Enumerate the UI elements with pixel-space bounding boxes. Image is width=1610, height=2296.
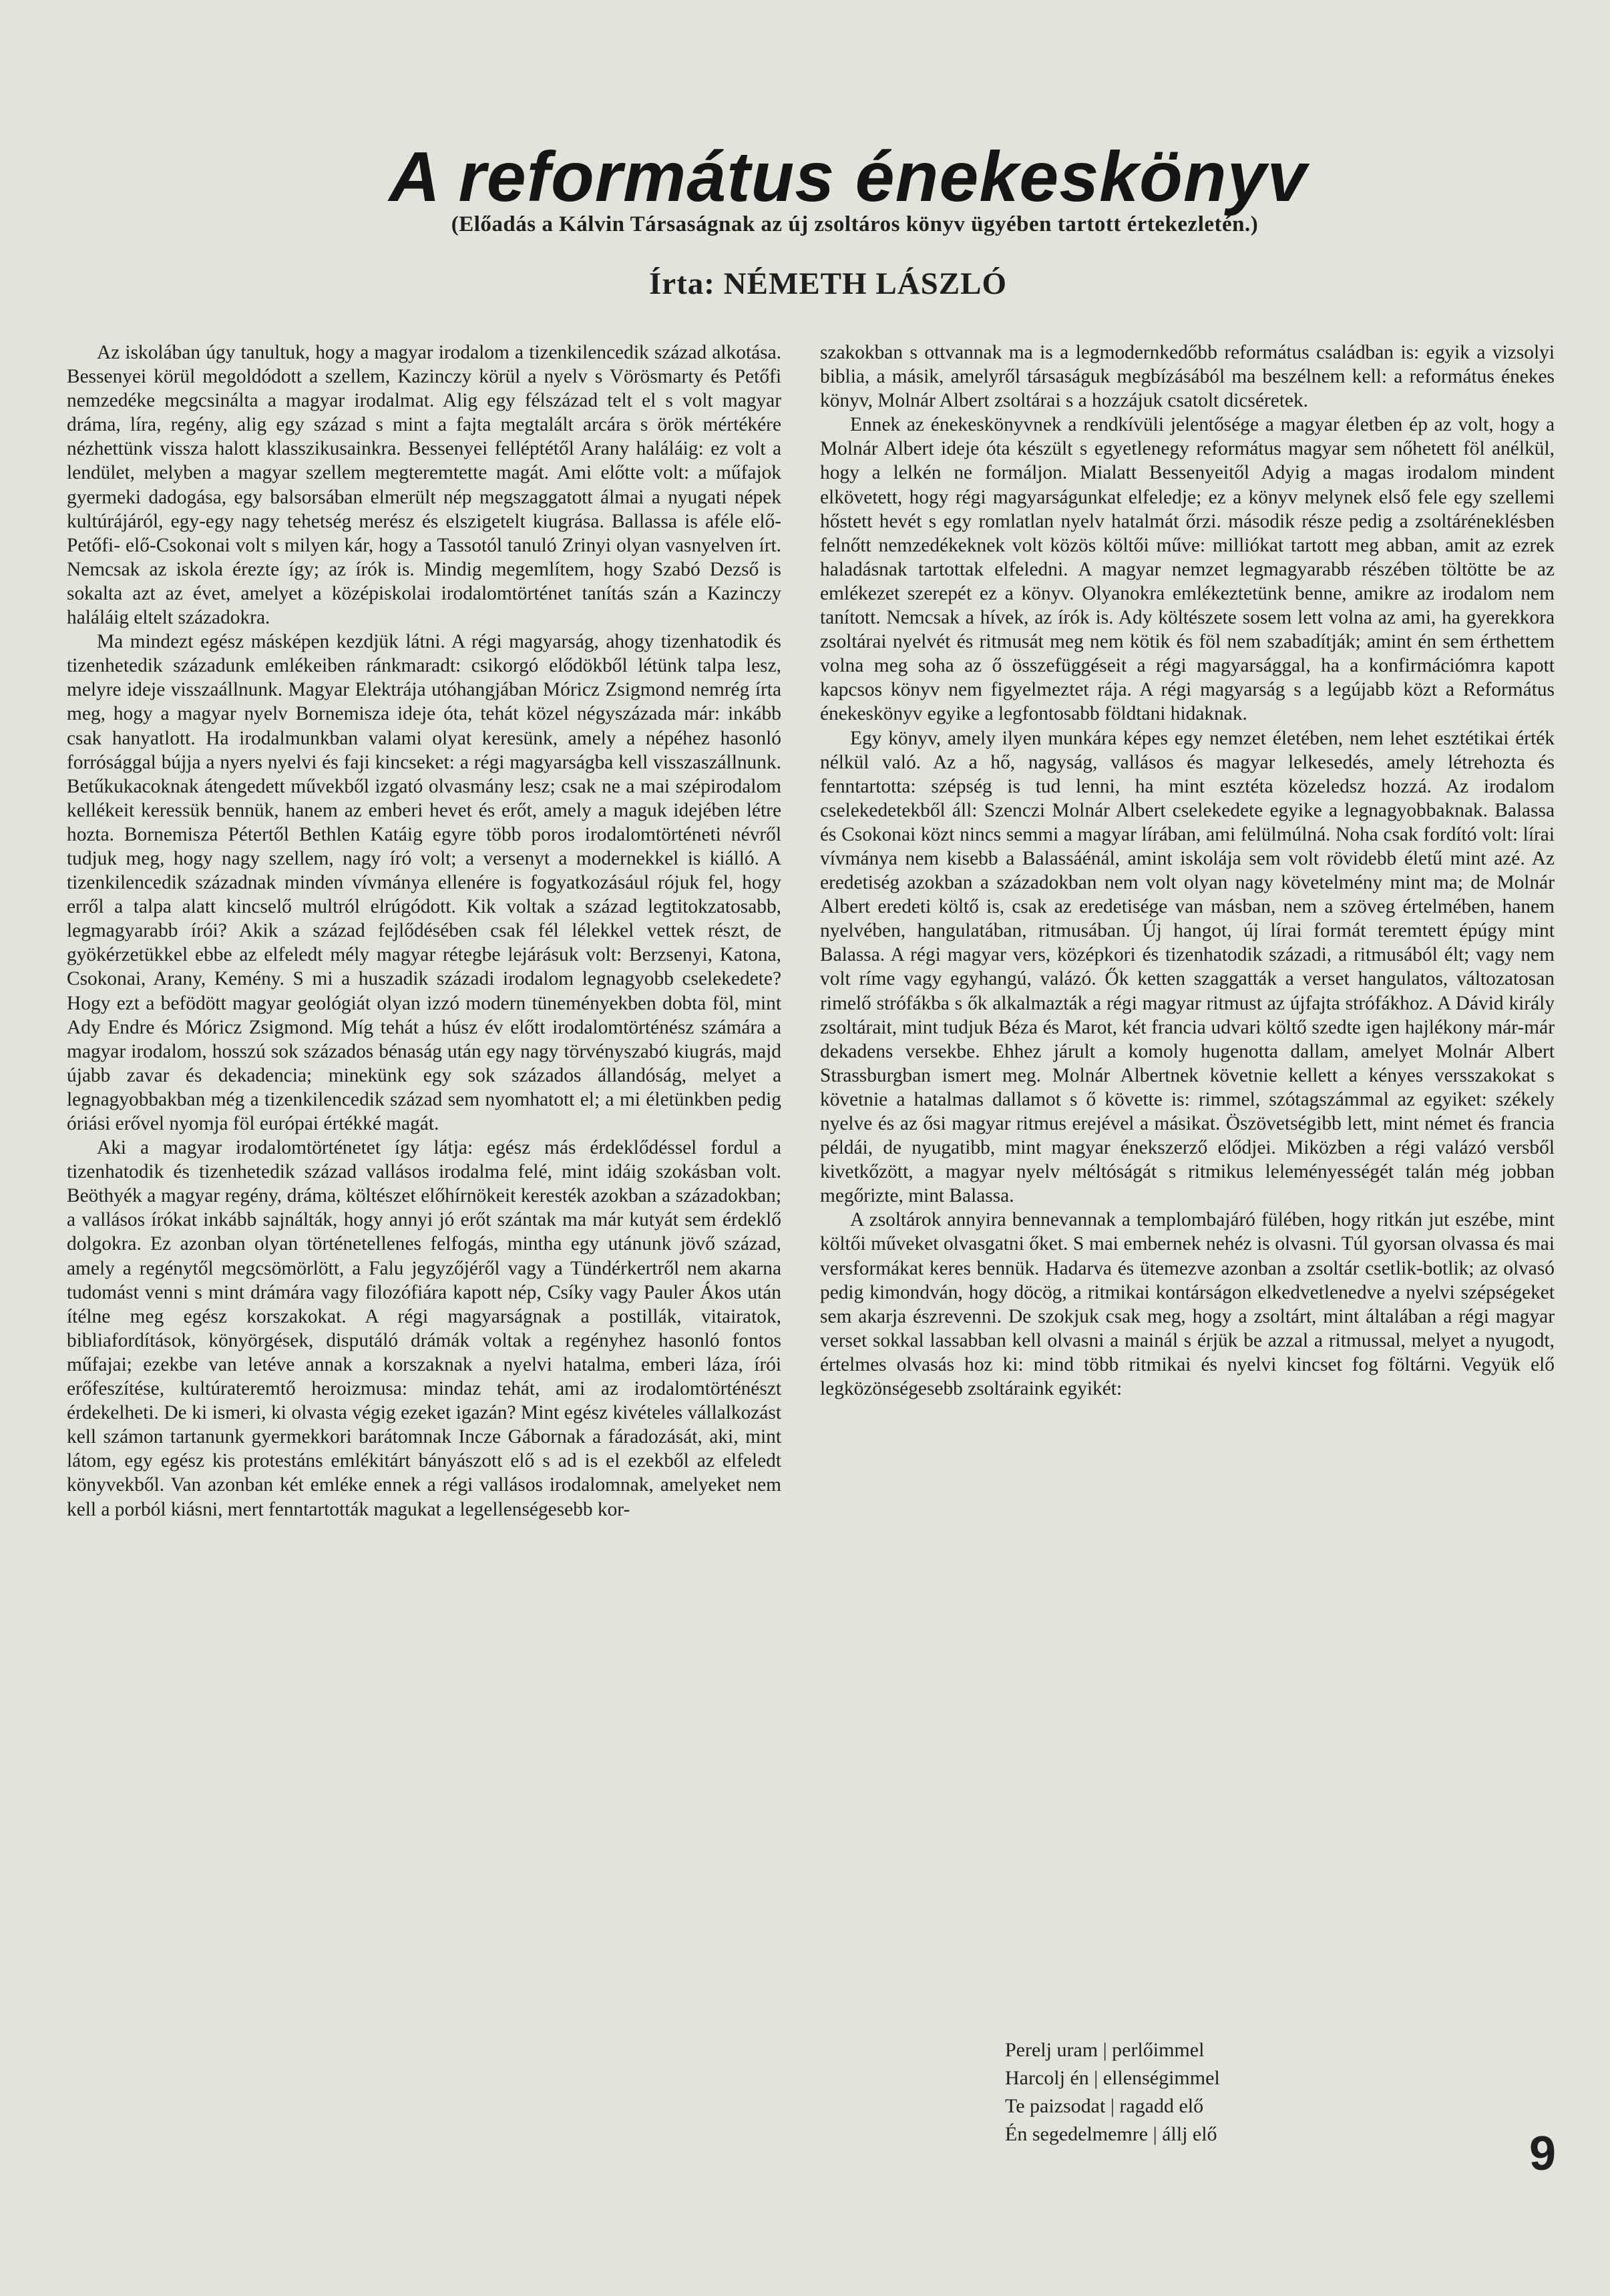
paragraph: szakokban s ottvannak ma is a legmodernkedőbb református családban is: egyik a vizsolyi biblia, a másik, amelyről társaságuk megbízásából ma beszélnem kell: a református énekes könyv, Molnár Albert zsoltárai s a hozzájuk csatolt dicséretek. [820, 342, 1555, 412]
psalm-excerpt [1005, 2036, 1472, 2148]
paragraph: Ennek az énekeskönyvnek a rendkívüli jelentősége a magyar életben ép az volt, hogy a Molnár Albert ideje óta készült s egyetlenegy református magyar sem nőhetett föl anélkül, hogy a lelkén ne formáljon. Mialatt Bessenyeitől Adyig a magas irodalom mindent elkövetett, hogy régi magyarságunkat elfeledje; ez a könyv melynek első fele egy szellemi hőstett hevét s egy romlatlan nyelv hatalmát őrzi. második része pedig a zsoltáréneklésben felnőtt nemzedékeknek volt közös költői műve: milliókat tartott meg abban, amit az ezrek haladásnak tartottak elfeledni. A magyar nemzet legmagyarabb részében töltötte be az emlékezet szerepét ez a könyv. Olyanokra emlékeztetünk benne, amikre az irodalom nem tanított. Nemcsak a hívek, az írók is. Ady költészete sosem lett volna az ami, ha gyerekkora zsoltárai nyelvét és ritmusát meg nem kötik és föl nem szabadítják; amint én sem érthettem volna meg soha az ő összefüggéseit a régi magyarsággal, ha a konfirmációmra kapott kapcsos könyv nem figyelmeztet rája. A régi magyarság s a legújabb közt a Református énekeskönyv egyike a legfontosabb földtani hidaknak. [820, 414, 1555, 725]
poem-line: Harcolj én | ellenségimmel [1005, 2067, 1220, 2089]
right-column [820, 340, 1555, 1401]
paragraph: A zsoltárok annyira bennevannak a templombajáró fülében, hogy ritkán jut eszébe, mint költői műveket olvasgatni őket. S mai embernek nehéz is olvasni. Túl gyorsan olvassa és mai versformákat keres bennük. Hadarva és ütemezve azonban a zsoltár csetlik-botlik; az olvasó pedig kimondván, hogy döcög, a ritmikai kontárságon elkedvetlenedve a nyelvi szépségeket sem akarja észrevenni. De szokjuk csak meg, hogy a zsoltárt, mint általában a régi magyar verset sokkal lassabban kell olvasni a mainál s érjük be azzal a ritmussal, melyet a nyugodt, értelmes olvasás hoz ki: mind több ritmikai és nyelvi kincset fog föltárni. Vegyük elő legközönségesebb zsoltáraink egyikét: [820, 1209, 1555, 1400]
page-number: 9 [1529, 2127, 1557, 2180]
left-column [67, 340, 781, 1522]
paragraph: Az iskolában úgy tanultuk, hogy a magyar irodalom a tizenkilencedik század alkotása. Bessenyei körül megoldódott a szellem, Kazinczy körül a nyelv s Vörösmarty és Petőfi nemzedéke megcsinálta a magyar irodalmat. Alig egy félszázad telt el s volt magyar dráma, líra, regény, alig egy század s mint a fajta megtalált arcára s örök mértékére nézhettünk vissza halott klasszikusainkra. Bessenyei felléptétől Arany haláláig: ez volt a lendület, melyben a magyar szellem megteremtette magát. Ami előtte volt: a műfajok gyermeki dadogása, egy balsorsában elmerült nép megszaggatott álmai a nyugati népek kultúrájáról, egy-egy nagy tehetség merész és elszigetelt kiugrása. Ballassa is aféle elő-Petőfi- elő-Csokonai volt s milyen kár, hogy a Tassotól tanuló Zrinyi olyan vasnyelven írt. Nemcsak az iskola érezte így; az írók is. Mindig megemlítem, hogy Szabó Dezső is sokalta azt az évet, amelyet a középiskolai irodalomtörténet tanítás szán a Kazinczy haláláig eltelt századokra. [67, 342, 781, 629]
article-title: A református énekeskönyv [389, 138, 1307, 216]
poem-line: Én segedelmemre | állj elő [1005, 2123, 1217, 2145]
paragraph: Egy könyv, amely ilyen munkára képes egy nemzet életében, nem lehet esztétikai érték nélkül való. Az a hő, nagyság, vallásos és magyar lelkesedés, amely létrehozta és fenntartotta: szépség is tud lenni, ha mint esztéta közeledsz hozzá. Az irodalom cselekedetekből áll: Szenczi Molnár Albert cselekedete egyike a legnagyobbaknak. Balassa és Csokonai közt nincs semmi a magyar lírában, ami felülmúlná. Noha csak fordító volt: lírai vívmánya nem kisebb a Balassáénál, amint iskolája sem volt rövidebb életű mint azé. Az eredetiség azokban a századokban nem volt olyan nagy követelmény mint ma; de Molnár Albert eredeti költő is, csak az eredetisége van másban, nem a szöveg értelmében, hanem nyelvében, hangulatában, ritmusában. Új hangot, új lírai formát teremtett épúgy mint Balassa. A régi magyar vers, középkori és tizenhatodik századi, a ritmusából élt; vagy nem volt ríme vagy egyhangú, valázó. Ők ketten szaggatták a verset hangulatos, változatosan rimelő strófákba s ők alkalmazták a régi magyar ritmust az újfajta strófákhoz. A Dávid király zsoltárait, mint tudjuk Béza és Marot, két francia udvari költő szedte igen hajlékony már-már dekadens versekbe. Ehhez járult a komoly hugenotta dallam, amelyet Molnár Albert Strassburgban ismert meg. Molnár Albertnek követnie kellett a kényes versszakokat s követnie a hatalmas dallamot s ő követte is: rimmel, szótagszámmal az egyiket: székely nyelve és az ősi magyar ritmus erejével a másikat. Öszövetségibb lett, mint német és francia példái, de nyugatibb, mint magyar énekszerző elődjei. Miközben a régi valázó versből kivetkőzött, a magyar nyelv méltóságát s ritmikus leleményességét talán még jobban megőrizte, mint Balassa. [820, 727, 1555, 1207]
poem-line: Te paizsodat | ragadd elő [1005, 2095, 1204, 2117]
article-byline: Írta: NÉMETH LÁSZLÓ [648, 266, 1008, 301]
paragraph: Aki a magyar irodalomtörténetet így látja: egész más érdeklődéssel fordul a tizenhatodik és tizenhetedik század vallásos irodalma felé, mint idáig szokásban volt. Beöthyék a magyar regény, dráma, költészet előhírnökeit keresték azokban a századokban; a vallásos írókat inkább sajnálták, hogy annyi jó erőt szántak ma már kutyát sem érdeklő dolgokra. Ez azonban olyan történetellenes felfogás, mintha egy utánunk jövő század, amely a regénytől megcsömörlött, a Falu jegyzőjéről vagy a Tündérkertről nem akarna tudomást venni s mint drámára vagy filozófiára kapott nép, Csíky vagy Pauler Ákos után ítélne meg egész korszakokat. A régi magyarságnak a postillák, vitairatok, bibliafordítások, könyörgések, disputáló drámák voltak a regényhez hasonló fontos műfajai; ezekbe van letéve annak a korszaknak a nyelvi hatalma, emberi láza, írói erőfeszítése, kultúrateremtő heroizmusa: mindaz tehát, ami az irodalomtörténészt érdekelheti. De ki ismeri, ki olvasta végig ezeket igazán? Mint egész kivételes vállalkozást kell számon tartanunk gyermekkori barátomnak Incze Gábornak a fáradozását, aki, mint látom, egy egész kis protestáns emlékitárt bányászott elő s ad is el ezekből az elfeledt könyvekből. Van azonban két emléke ennek a régi vallásos irodalomnak, amelyeket nem kell a porból kiásni, mert fenntartották magukat a legellenségesebb kor- [67, 1137, 781, 1520]
paragraph: Ma mindezt egész másképen kezdjük látni. A régi magyarság, ahogy tizenhatodik és tizenhetedik századunk emlékeiben ránkmaradt: csikorgó elődökből létünk talpa lesz, melyre ideje visszaállnunk. Magyar Elektrája utóhangjában Móricz Zsigmond nemrég írta meg, hogy a magyar nyelv Bornemisza ideje óta, tehát közel négyszázada már: inkább csak hanyatlott. Ha irodalmunkban valami olyat keresünk, amely a népéhez hasonló forrósággal bújja a nyers nyelvi és faji kincseket: a régi magyarságba kell visszaszállnunk. Betűkukacoknak átengedett művekből izgató olvasmány lesz; csak ne a mai szépirodalom kellékeit keressük bennük, hanem az emberi hevet és erőt, amely a maguk idejében létre hozta. Bornemisza Pétertől Bethlen Katáig egyre több poros irodalomtörténeti névről tudjuk meg, hogy nagy szellem, nagy író volt; a versenyt a modernekkel is kiálló. A tizenkilencedik századnak minden vívmánya ellenére is fogyatkozásául rójuk fel, hogy erről a talpa alatt kincselő multról elrúgódott. Kik voltak a század legtitokzatosabb, legmagyarabb írói? Akik a század fejlődésében csak fél lélekkel vettek részt, de gyökérzetükkel ebbe az elfeledt mély magyar rétegbe lejárásuk volt: Berzsenyi, Katona, Csokonai, Arany, Kemény. S mi a huszadik századi irodalom legnagyobb cselekedete? Hogy ezt a befödött magyar geológiát olyan izzó modern tüneményekben dobta föl, mint Ady Endre és Móricz Zsigmond. Míg tehát a húsz év előtt irodalomtörténész számára a magyar irodalom, hosszú sok százados bénaság után egy nagy törvényszabó kiugrás, majd újabb zavar és dekadencia; minekünk egy sok százados állandóság, melyet a legnagyobbakban még a tizenkilencedik század sem nyomhatott el; a mi életünkben pedig óriási erővel nyomja föl európai értékké magát. [67, 631, 781, 1134]
poem-line: Perelj uram | perlőimmel [1005, 2039, 1205, 2061]
article-subtitle: (Előadás a Kálvin Társaságnak az új zsoltáros könyv ügyében tartott értekezletén.) [451, 212, 1259, 236]
